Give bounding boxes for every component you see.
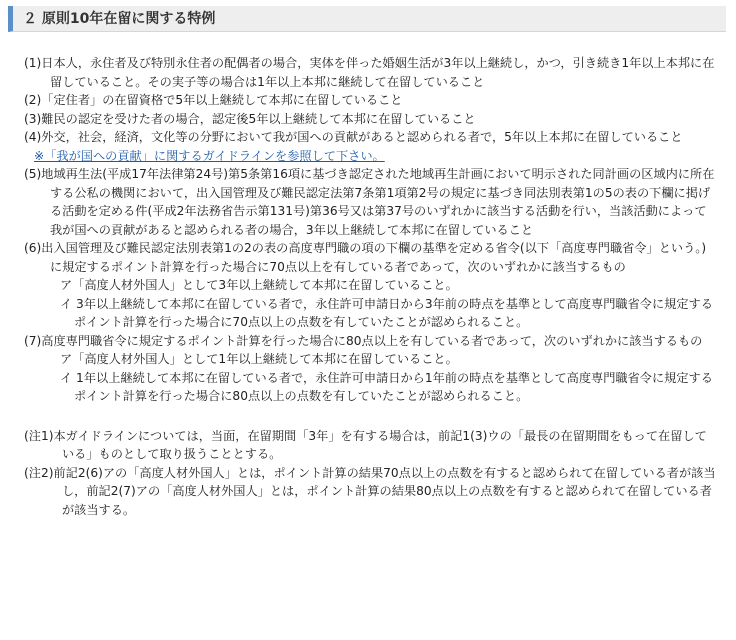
note-2: (注2)前記2(6)アの「高度人材外国人」とは，ポイント計算の結果70点以上の点数を有すると認められて在留している者が該当し，前記2(7)アの「高度人材外国人」とは，ポイント計算の結果80点以上の点数を有すると認められて在留している者が該当する。 <box>24 465 716 517</box>
spacer <box>24 406 716 427</box>
list-item-4: (4)外交，社会，経済，文化等の分野において我が国への貢献があると認められる者で，5年以上本邦に在留していること <box>24 130 683 144</box>
list-item-1: (1)日本人，永住者及び特別永住者の配偶者の場合，実体を伴った婚姻生活が3年以上継続し，かつ，引き続き1年以上本邦に在留していること。その実子等の場合は1年以上本邦に継続して在留していること <box>24 56 715 89</box>
section-content <box>0 32 736 519</box>
list-item-7-sub-a: ア「高度人材外国人」として1年以上継続して本邦に在留していること。 <box>60 352 458 366</box>
list-item-6-sub-i: イ 3年以上継続して本邦に在留している者で，永住許可申請日から3年前の時点を基準として高度専門職省令に規定するポイント計算を行った場合に70点以上の点数を有していたことが認められること。 <box>60 296 713 329</box>
list-item-6-sub-a: ア「高度人材外国人」として3年以上継続して本邦に在留していること。 <box>60 278 458 292</box>
section-heading <box>8 6 726 32</box>
note-1: (注1)本ガイドラインについては，当面，在留期間「3年」を有する場合は，前記1(3)ウの「最長の在留期間をもって在留している」ものとして取り扱うこととする。 <box>24 428 707 461</box>
list-item-3: (3)難民の認定を受けた者の場合，認定後5年以上継続して本邦に在留していること <box>24 111 476 126</box>
list-item-2: (2)「定住者」の在留資格で5年以上継続して本邦に在留していること <box>24 93 403 107</box>
section-title: ２ 原則10年在留に関する特例 <box>23 11 216 27</box>
list-item-6: (6)出入国管理及び難民認定法別表第1の2の表の高度専門職の項の下欄の基準を定める省令(以下「高度専門職省令」という。)に規定するポイント計算を行った場合に70点以上を有している者であって，次のいずれかに該当するもの <box>24 241 707 274</box>
list-item-7-sub-i: イ 1年以上継続して本邦に在留している者で，永住許可申請日から1年前の時点を基準として高度専門職省令に規定するポイント計算を行った場合に80点以上の点数を有していたことが認められること。 <box>60 370 713 403</box>
guideline-link[interactable]: ※「我が国への貢献」に関するガイドラインを参照して下さい。 <box>34 148 385 163</box>
list-item-5: (5)地域再生法(平成17年法律第24号)第5条第16項に基づき認定された地域再生計画において明示された同計画の区域内に所在する公私の機関において，出入国管理及び難民認定法第7条第1項第2号の規定に基づき同法別表第1の5の表の下欄に掲げる活動を定める件(平成2年法務省告示第131号)第36号又は第37号のいずれかに該当する活動を行い，当該活動によって我が国への貢献があると認められる者の場合，3年以上継続して本邦に在留していること <box>24 167 715 237</box>
list-item-7: (7)高度専門職省令に規定するポイント計算を行った場合に80点以上を有している者であって，次のいずれかに該当するもの <box>24 333 703 348</box>
